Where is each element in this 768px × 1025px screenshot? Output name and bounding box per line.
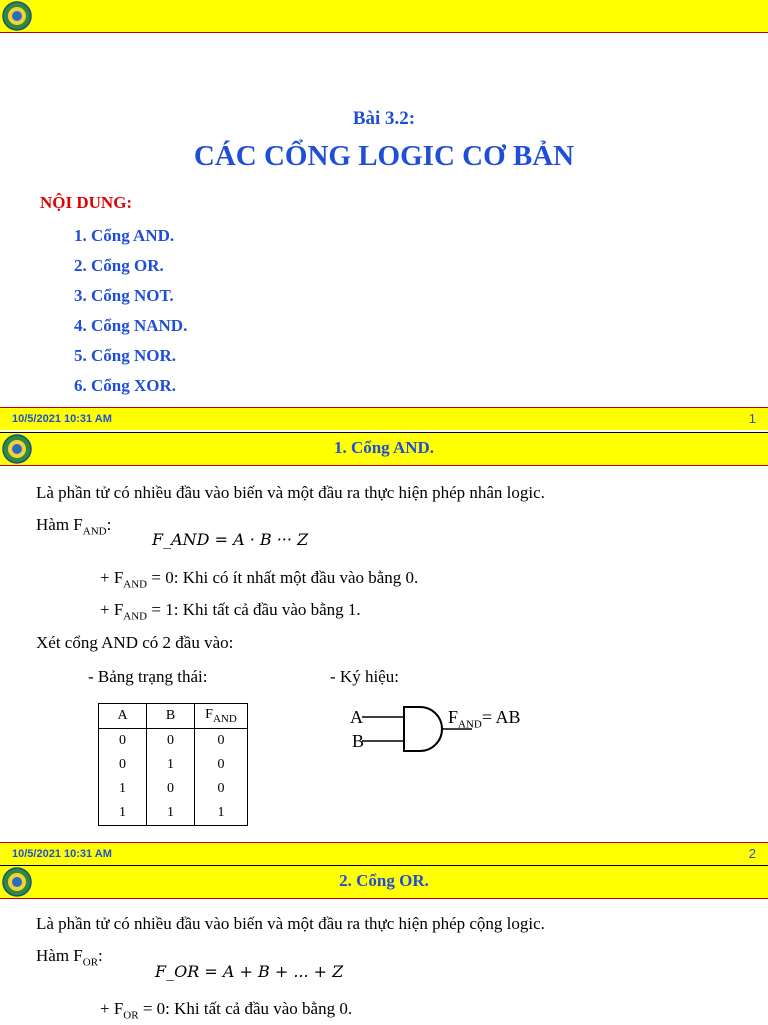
table-row xyxy=(99,801,248,826)
contents-item-6: 6. Cổng XOR. xyxy=(74,376,177,395)
and-case-0: + $F_{AND} = 0$: Khi có ít nhất một đầu vào bằng 0. xyxy=(100,568,419,591)
and-two-input: Xét cổng AND có 2 đầu vào: xyxy=(36,633,234,652)
or-formula: F_OR = A + B + ... + Z xyxy=(155,962,344,981)
col-header-a: A xyxy=(99,704,147,729)
section-title: 2. Cổng OR. xyxy=(339,871,429,890)
or-func-label: Hàm $F_{OR}$: xyxy=(36,946,103,969)
section-title: 1. Cổng AND. xyxy=(333,438,435,457)
contents-heading: NỘI DUNG: xyxy=(40,193,133,212)
cell: 0 xyxy=(147,729,195,754)
truth-table xyxy=(98,703,248,826)
or-case-0: + $F_{OR} = 0$: Khi tất cả đầu vào bằng 0. xyxy=(100,999,353,1022)
and-func-label: Hàm $F_{AND}$: xyxy=(36,515,112,538)
contents-item-3: 3. Cổng NOT. xyxy=(74,286,174,305)
page-number: 2 xyxy=(748,846,756,861)
contents-item-5: 5. Cổng NOR. xyxy=(74,346,177,365)
contents-item-1: 1. Cổng AND. xyxy=(74,226,175,245)
page-title: CÁC CỔNG LOGIC CƠ BẢN xyxy=(193,140,575,172)
slide-1-footer xyxy=(0,407,768,430)
cell: 0 xyxy=(147,777,195,801)
slide-1-top-bar xyxy=(0,0,768,33)
table-row xyxy=(99,777,248,801)
gate-input-b: B xyxy=(352,731,365,751)
and-intro: Là phần tử có nhiều đầu vào biến và một đầu ra thực hiện phép nhân logic. xyxy=(36,483,545,502)
cell: 0 xyxy=(195,777,248,801)
gate-input-a: A xyxy=(350,707,363,727)
slide-3 xyxy=(0,865,768,1025)
col-header-f: $F_{AND}$ xyxy=(195,704,248,729)
page-number: 1 xyxy=(748,411,756,426)
slide-3-top-bar xyxy=(0,866,768,899)
cell: 1 xyxy=(99,801,147,826)
slide-2 xyxy=(0,432,768,865)
cell: 1 xyxy=(147,753,195,777)
cell: 1 xyxy=(99,777,147,801)
university-logo-icon xyxy=(2,1,32,31)
truth-table-header xyxy=(99,704,248,729)
footer-date: 10/5/2021 10:31 AM xyxy=(12,413,112,425)
cell: 0 xyxy=(99,729,147,754)
cell: 0 xyxy=(99,753,147,777)
table-row xyxy=(99,753,248,777)
cell: 0 xyxy=(195,729,248,754)
and-formula: F_AND = A · B ··· Z xyxy=(152,530,309,549)
table-row xyxy=(99,729,248,754)
and-case-1: + $F_{AND} = 1$: Khi tất cả đầu vào bằng 1. xyxy=(100,600,361,623)
lesson-number: Bài 3.2: xyxy=(352,108,416,129)
cell: 1 xyxy=(195,801,248,826)
gate-output: $F_{AND}=$ AB xyxy=(448,707,521,731)
slide-1 xyxy=(0,0,768,432)
or-intro: Là phần tử có nhiều đầu vào biến và một đầu ra thực hiện phép cộng logic. xyxy=(36,914,545,933)
slide-2-top-bar xyxy=(0,433,768,466)
contents-item-2: 2. Cổng OR. xyxy=(74,256,164,275)
truth-table-label: - Bảng trạng thái: xyxy=(88,667,208,686)
symbol-label: - Ký hiệu: xyxy=(330,667,399,686)
footer-date: 10/5/2021 10:31 AM xyxy=(12,848,112,860)
contents-item-4: 4. Cổng NAND. xyxy=(74,316,188,335)
col-header-b: B xyxy=(147,704,195,729)
slide-2-footer xyxy=(0,842,768,865)
cell: 0 xyxy=(195,753,248,777)
cell: 1 xyxy=(147,801,195,826)
